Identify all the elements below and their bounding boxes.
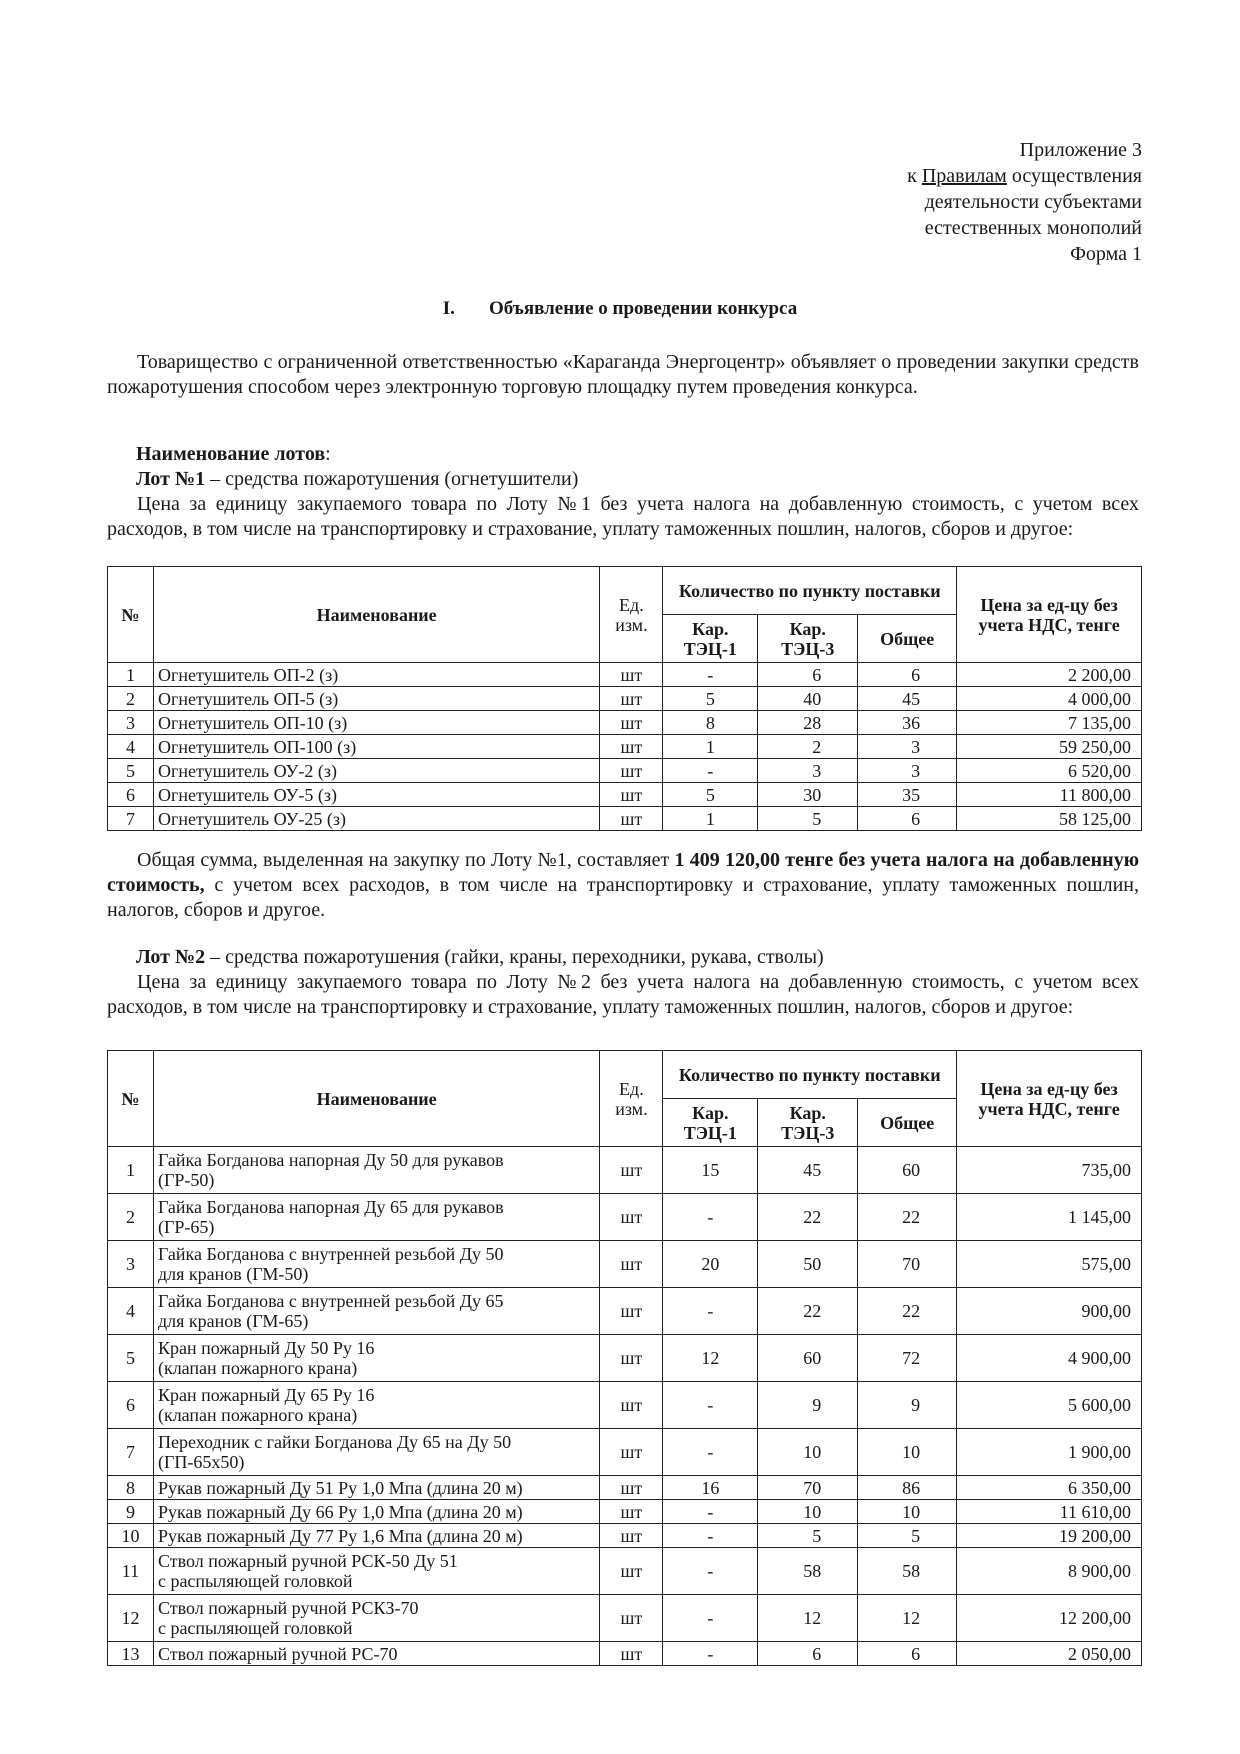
table-row: 5 Огнетушитель ОУ-2 (з) шт - 3 3 6 520,00 bbox=[108, 759, 1142, 783]
header-tec3: Кар. ТЭЦ-3 bbox=[758, 1099, 858, 1147]
appendix-number: Приложение 3 bbox=[1019, 139, 1142, 161]
table-row: 3 Огнетушитель ОП-10 (з) шт 8 28 36 7 135,00 bbox=[108, 711, 1142, 735]
lot1-total-amount: 1 409 120,00 тенге без учета налога на добавленную стоимость, bbox=[107, 849, 1139, 896]
table-row: 6 Огнетушитель ОУ-5 (з) шт 5 30 35 11 800,00 bbox=[108, 783, 1142, 807]
appendix-line3: деятельности субъектами bbox=[924, 191, 1142, 213]
header-no: № bbox=[108, 567, 154, 663]
header-no: № bbox=[108, 1051, 154, 1147]
header-unit: Ед. изм. bbox=[600, 1051, 663, 1147]
table-row: 2 Огнетушитель ОП-5 (з) шт 5 40 45 4 000,00 bbox=[108, 687, 1142, 711]
lot1-title bbox=[136, 467, 578, 492]
section-title: Объявление о проведении конкурса bbox=[488, 298, 798, 319]
table-row: 5 Кран пожарный Ду 50 Ру 16 (клапан пожарного крана) шт 12 60 72 4 900,00 bbox=[108, 1335, 1142, 1382]
table-row: 9 Рукав пожарный Ду 66 Ру 1,0 Мпа (длина 20 м) шт - 10 10 11 610,00 bbox=[108, 1500, 1142, 1524]
header-price: Цена за ед-цу без учета НДС, тенге bbox=[957, 567, 1142, 663]
table-row: 7 Переходник с гайки Богданова Ду 65 на Ду 50 (ГП-65х50) шт - 10 10 1 900,00 bbox=[108, 1429, 1142, 1476]
lot2-table bbox=[107, 1050, 1142, 1666]
header-total: Общее bbox=[858, 615, 957, 663]
lot2-price-text: Цена за единицу закупаемого товара по Лоту №2 без учета налога на добавленную стоимость, с учетом всех расходов, в том числе на транспортировку и страхование, уплату таможенных пошлин, налогов, сборов и другое: bbox=[107, 971, 1139, 1018]
lot1-table bbox=[107, 566, 1142, 831]
header-tec1: Кар. ТЭЦ-1 bbox=[663, 1099, 758, 1147]
appendix-rules-line: к Правилам осуществления bbox=[907, 165, 1142, 187]
rules-link[interactable]: Правилам bbox=[921, 165, 1007, 187]
header-tec1: Кар. ТЭЦ-1 bbox=[663, 615, 758, 663]
lot1-price-text: Цена за единицу закупаемого товара по Лоту №1 без учета налога на добавленную стоимость, с учетом всех расходов, в том числе на транспортировку и страхование, уплату таможенных пошлин, налогов, сборов и другое: bbox=[107, 493, 1139, 540]
header-name: Наименование bbox=[153, 567, 599, 663]
table-row: 10 Рукав пожарный Ду 77 Ру 1,6 Мпа (длина 20 м) шт - 5 5 19 200,00 bbox=[108, 1524, 1142, 1548]
table-row: 2 Гайка Богданова напорная Ду 65 для рукавов (ГР-65) шт - 22 22 1 145,00 bbox=[108, 1194, 1142, 1241]
lot1-total-paragraph: Общая сумма, выделенная на закупку по Лоту №1, составляет 1 409 120,00 тенге без учета налога на добавленную стоимость, с учетом всех расходов, в том числе на транспортировку и страхование, уплату таможенных пошлин, налогов, сборов и другое. bbox=[107, 849, 1139, 921]
header-qty: Количество по пункту поставки bbox=[663, 1051, 957, 1099]
table-row: 1 Огнетушитель ОП-2 (з) шт - 6 6 2 200,00 bbox=[108, 663, 1142, 687]
table-row: 12 Ствол пожарный ручной РСКЗ-70 с распыляющей головкой шт - 12 12 12 200,00 bbox=[108, 1595, 1142, 1642]
appendix-block bbox=[907, 137, 1142, 267]
lot1-name: Лот №1 bbox=[136, 468, 206, 490]
lot2-name: Лот №2 bbox=[136, 946, 206, 968]
table-row: 7 Огнетушитель ОУ-25 (з) шт 1 5 6 58 125,00 bbox=[108, 807, 1142, 831]
section-number: I. bbox=[442, 298, 455, 319]
lot2-title bbox=[136, 945, 824, 970]
section-heading bbox=[0, 298, 1240, 320]
table-row: 8 Рукав пожарный Ду 51 Ру 1,0 Мпа (длина 20 м) шт 16 70 86 6 350,00 bbox=[108, 1476, 1142, 1500]
lots-label: Наименование лотов: bbox=[136, 443, 331, 465]
table-row: 4 Огнетушитель ОП-100 (з) шт 1 2 3 59 250,00 bbox=[108, 735, 1142, 759]
intro-paragraph: Товарищество с ограниченной ответственностью «Караганда Энергоцентр» объявляет о проведении закупки средств пожаротушения способом через электронную торговую площадку путем проведения конкурса. bbox=[107, 351, 1139, 398]
header-unit: Ед. изм. bbox=[600, 567, 663, 663]
table-row: 11 Ствол пожарный ручной РСК-50 Ду 51 с распыляющей головкой шт - 58 58 8 900,00 bbox=[108, 1548, 1142, 1595]
table-row: 4 Гайка Богданова с внутренней резьбой Ду 65 для кранов (ГМ-65) шт - 22 22 900,00 bbox=[108, 1288, 1142, 1335]
table-row: 6 Кран пожарный Ду 65 Ру 16 (клапан пожарного крана) шт - 9 9 5 600,00 bbox=[108, 1382, 1142, 1429]
header-name: Наименование bbox=[153, 1051, 599, 1147]
lot1-desc: – средства пожаротушения (огнетушители) bbox=[205, 468, 579, 490]
lot2-desc: – средства пожаротушения (гайки, краны, переходники, рукава, стволы) bbox=[205, 946, 824, 968]
table-row: 1 Гайка Богданова напорная Ду 50 для рукавов (ГР-50) шт 15 45 60 735,00 bbox=[108, 1147, 1142, 1194]
form-number: Форма 1 bbox=[1070, 243, 1142, 265]
table-row: 3 Гайка Богданова с внутренней резьбой Ду 50 для кранов (ГМ-50) шт 20 50 70 575,00 bbox=[108, 1241, 1142, 1288]
header-total: Общее bbox=[858, 1099, 957, 1147]
header-price: Цена за ед-цу без учета НДС, тенге bbox=[957, 1051, 1142, 1147]
appendix-line4: естественных монополий bbox=[924, 217, 1142, 239]
table-row: 13 Ствол пожарный ручной РС-70 шт - 6 6 2 050,00 bbox=[108, 1642, 1142, 1666]
header-tec3: Кар. ТЭЦ-3 bbox=[758, 615, 858, 663]
header-qty: Количество по пункту поставки bbox=[663, 567, 957, 615]
